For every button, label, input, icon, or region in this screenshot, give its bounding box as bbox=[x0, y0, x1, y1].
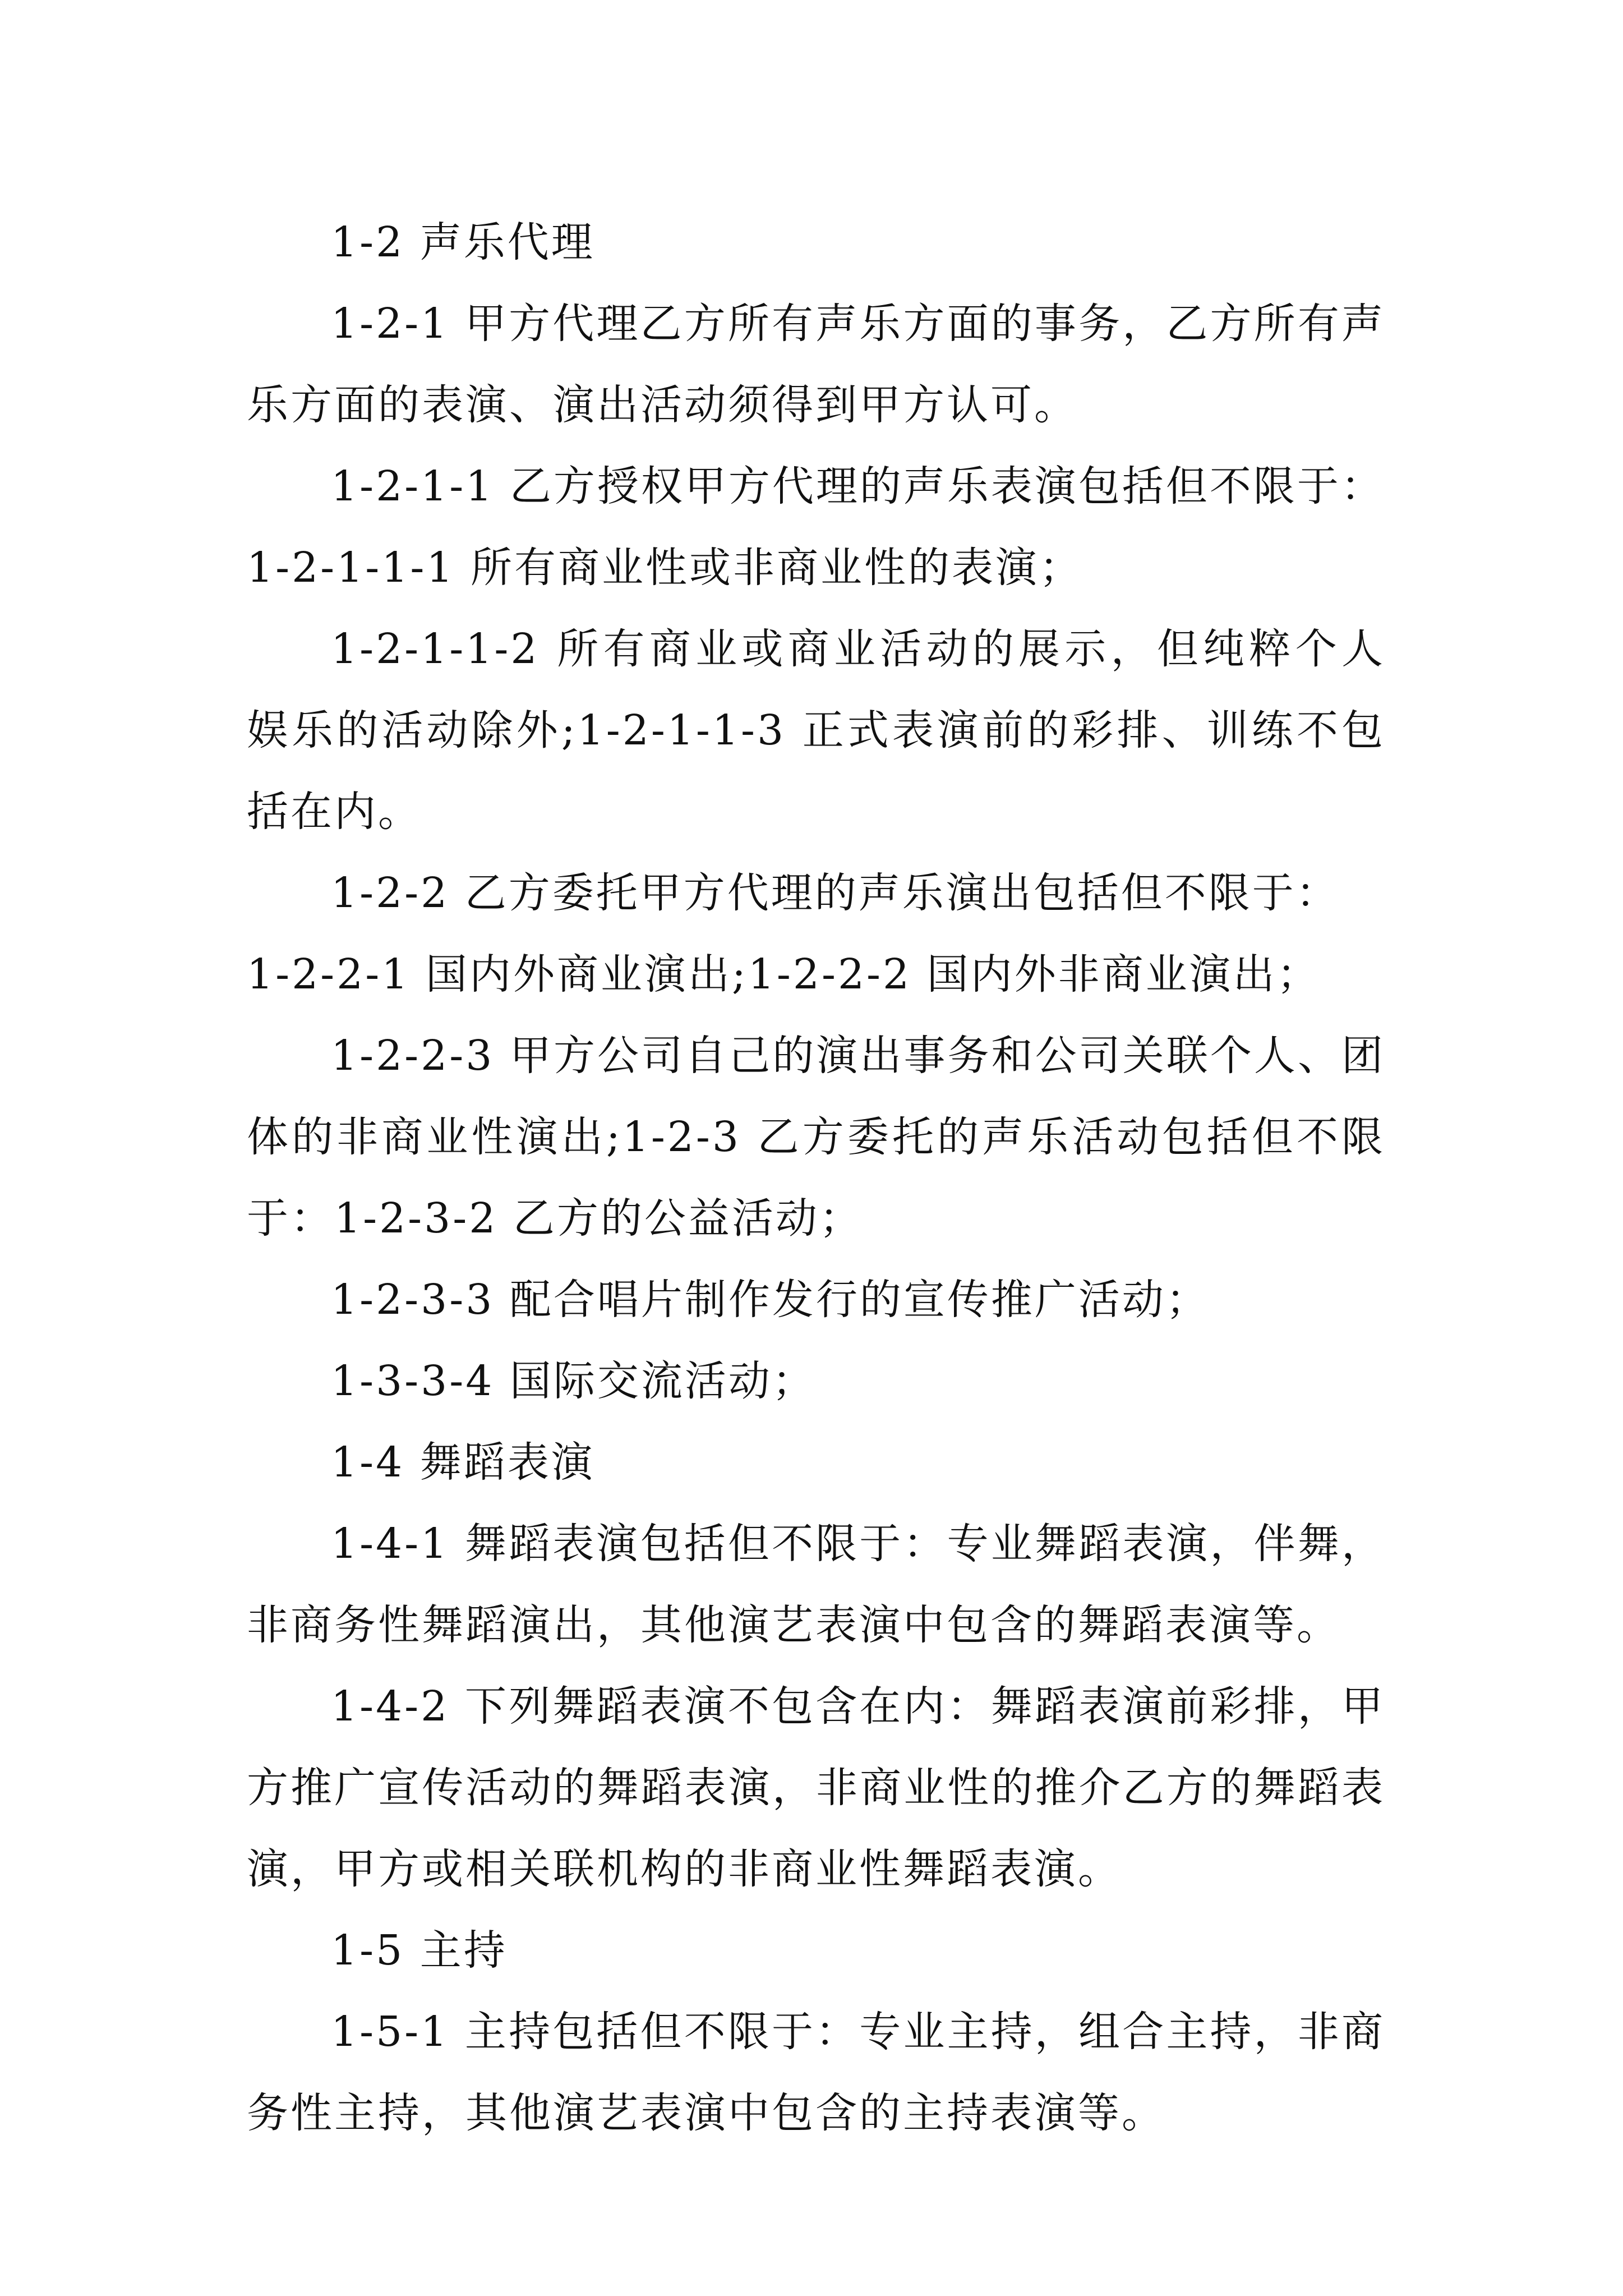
paragraph-1-2-2-1: 1-2-2-1 国内外商业演出;1-2-2-2 国内外非商业演出； bbox=[247, 950, 1321, 999]
document-body bbox=[247, 202, 1385, 2154]
paragraph-1-2-2-3: 1-2-2-3 甲方公司自己的演出事务和公司关联个人、团体的非商业性演出;1-2-3 乙方委托的声乐活动包括但不限于：1-2-3-2 乙方的公益活动； bbox=[247, 1032, 1385, 1243]
paragraph-1-3-3-4: 1-3-3-4 国际交流活动； bbox=[331, 1357, 816, 1405]
paragraph-1-5-1: 1-5-1 主持包括但不限于：专业主持，组合主持，非商务性主持，其他演艺表演中包含的主持表演等。 bbox=[247, 2008, 1385, 2137]
paragraph-heading-1-4: 1-4 舞蹈表演 bbox=[331, 1438, 595, 1487]
paragraph-heading-1-2: 1-2 声乐代理 bbox=[331, 218, 595, 266]
paragraph-1-2-2: 1-2-2 乙方委托甲方代理的声乐演出包括但不限于： bbox=[331, 869, 1340, 917]
paragraph-1-2-1-1-1: 1-2-1-1-1 所有商业性或非商业性的表演； bbox=[247, 544, 1083, 592]
paragraph-1-2-1-1-2: 1-2-1-1-2 所有商业或商业活动的展示，但纯粹个人娱乐的活动除外;1-2-1-1-3 正式表演前的彩排、训练不包括在内。 bbox=[247, 625, 1385, 836]
paragraph-heading-1-5: 1-5 主持 bbox=[331, 1926, 508, 1975]
paragraph-1-4-1: 1-4-1 舞蹈表演包括但不限于：专业舞蹈表演，伴舞，非商务性舞蹈演出，其他演艺表演中包含的舞蹈表演等。 bbox=[247, 1520, 1385, 1649]
paragraph-1-2-3-3: 1-2-3-3 配合唱片制作发行的宣传推广活动； bbox=[331, 1276, 1210, 1324]
paragraph-1-2-1-1: 1-2-1-1 乙方授权甲方代理的声乐表演包括但不限于： bbox=[331, 462, 1385, 510]
paragraph-1-2-1: 1-2-1 甲方代理乙方所有声乐方面的事务，乙方所有声乐方面的表演、演出活动须得到甲方认可。 bbox=[247, 300, 1385, 429]
paragraph-1-4-2: 1-4-2 下列舞蹈表演不包含在内：舞蹈表演前彩排，甲方推广宣传活动的舞蹈表演，非商业性的推介乙方的舞蹈表演，甲方或相关联机构的非商业性舞蹈表演。 bbox=[247, 1682, 1385, 1893]
